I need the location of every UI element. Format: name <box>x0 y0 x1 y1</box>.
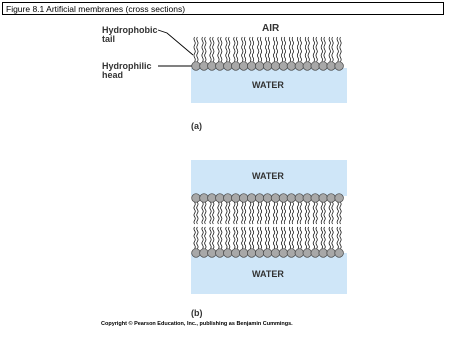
lipid-head-a <box>224 62 233 71</box>
lipid-tail-b-lower <box>234 227 235 249</box>
lipid-head-a <box>327 62 336 71</box>
lipid-tail-b-upper <box>266 202 267 224</box>
lipid-head-a <box>279 62 288 71</box>
lipid-tail-b-upper <box>226 202 227 224</box>
lipid-tail-b-lower <box>316 227 317 249</box>
lipid-tail-b-upper <box>292 202 293 224</box>
lipid-tail-b-lower <box>268 227 269 249</box>
lipid-tails-bilayer <box>194 202 341 248</box>
lipid-tail-a <box>297 37 298 62</box>
lipid-head-a <box>231 62 240 71</box>
lipid-tail-a <box>337 37 338 62</box>
lipid-tail-a <box>313 37 314 62</box>
lipid-head-b-upper <box>200 194 209 203</box>
lipid-tail-b-lower <box>281 227 282 249</box>
lipid-head-b-lower <box>255 249 264 258</box>
lipid-tail-a <box>252 37 253 62</box>
lipid-tail-a <box>292 37 293 62</box>
lipid-tail-b-lower <box>276 227 277 249</box>
lipid-tail-b-upper <box>300 202 301 224</box>
lipid-tail-a <box>300 37 301 62</box>
lipid-head-b-lower <box>239 249 248 258</box>
figure-caption: Figure 8.1 Artificial membranes (cross sections) <box>2 2 444 15</box>
lipid-tail-b-upper <box>237 202 238 224</box>
lipid-head-a <box>192 62 201 71</box>
panel-b <box>191 160 347 318</box>
lipid-tail-b-upper <box>340 202 341 224</box>
lipid-tail-b-upper <box>197 202 198 224</box>
lipid-tail-b-lower <box>337 227 338 249</box>
lipid-tail-a <box>218 37 219 62</box>
lipid-tail-b-upper <box>273 202 274 224</box>
lipid-head-a <box>303 62 312 71</box>
lipid-head-b-lower <box>327 249 336 258</box>
lipid-tail-a <box>276 37 277 62</box>
lipid-head-b-lower <box>263 249 272 258</box>
lipid-tail-b-upper <box>324 202 325 224</box>
lipid-head-b-upper <box>271 194 280 203</box>
lipid-tail-b-upper <box>313 202 314 224</box>
lipid-head-a <box>263 62 272 71</box>
lipid-tail-b-lower <box>213 227 214 249</box>
lipid-tail-b-lower <box>340 227 341 249</box>
lipid-tail-a <box>329 37 330 62</box>
air-label: AIR <box>262 23 280 34</box>
lipid-head-a <box>208 62 217 71</box>
water-label-b-top: WATER <box>252 171 284 181</box>
lipid-head-b-upper <box>255 194 264 203</box>
lipid-head-a <box>247 62 256 71</box>
lipid-tail-b-upper <box>332 202 333 224</box>
lipid-tail-b-upper <box>205 202 206 224</box>
lipid-tail-a <box>258 37 259 62</box>
lipid-tail-a <box>210 37 211 62</box>
lipid-tail-b-upper <box>218 202 219 224</box>
lipid-tail-b-upper <box>242 202 243 224</box>
lipid-tail-b-upper <box>297 202 298 224</box>
lipid-tail-b-lower <box>305 227 306 249</box>
lipid-tail-a <box>268 37 269 62</box>
lipid-head-b-lower <box>247 249 256 258</box>
water-label-b-bottom: WATER <box>252 269 284 279</box>
lipid-tail-a <box>197 37 198 62</box>
lipid-tail-b-lower <box>244 227 245 249</box>
lipid-tail-b-upper <box>305 202 306 224</box>
lipid-tail-b-lower <box>221 227 222 249</box>
lipid-tail-b-lower <box>242 227 243 249</box>
lipid-tail-b-lower <box>313 227 314 249</box>
lipid-tail-a <box>242 37 243 62</box>
lipid-heads-top-monolayer <box>192 62 344 71</box>
lipid-head-b-upper <box>239 194 248 203</box>
lipid-head-b-upper <box>295 194 304 203</box>
lipid-tail-b-lower <box>252 227 253 249</box>
lipid-head-b-upper <box>311 194 320 203</box>
lipid-tail-b-upper <box>321 202 322 224</box>
lipid-tail-a <box>213 37 214 62</box>
lipid-tail-a <box>266 37 267 62</box>
panel-a <box>102 23 347 131</box>
lipid-tail-b-lower <box>266 227 267 249</box>
lipid-head-b-upper <box>224 194 233 203</box>
lipid-tail-a <box>202 37 203 62</box>
lipid-tail-b-upper <box>213 202 214 224</box>
lipid-tail-a <box>321 37 322 62</box>
lipid-tail-b-lower <box>308 227 309 249</box>
lipid-head-b-lower <box>271 249 280 258</box>
lipid-tail-a <box>305 37 306 62</box>
lipid-tail-b-upper <box>202 202 203 224</box>
lipid-tail-a <box>194 37 195 62</box>
lipid-tail-b-upper <box>276 202 277 224</box>
lipid-tail-b-upper <box>329 202 330 224</box>
lipid-tail-a <box>221 37 222 62</box>
lipid-tail-b-upper <box>221 202 222 224</box>
lipid-tail-b-upper <box>250 202 251 224</box>
lipid-head-a <box>335 62 344 71</box>
lipid-tail-a <box>332 37 333 62</box>
lipid-tail-a <box>281 37 282 62</box>
lipid-tail-a <box>237 37 238 62</box>
lipid-tail-b-upper <box>234 202 235 224</box>
lipid-head-b-upper <box>192 194 201 203</box>
lipid-tail-b-upper <box>244 202 245 224</box>
lipid-head-a <box>295 62 304 71</box>
lipid-tail-a <box>316 37 317 62</box>
lipid-tail-b-upper <box>337 202 338 224</box>
lipid-tail-b-upper <box>284 202 285 224</box>
lipid-tail-a <box>284 37 285 62</box>
lipid-tail-b-lower <box>273 227 274 249</box>
lipid-tail-b-upper <box>258 202 259 224</box>
lipid-head-b-lower <box>279 249 288 258</box>
lipid-head-a <box>319 62 328 71</box>
lipid-tail-a <box>250 37 251 62</box>
lipid-tail-a <box>289 37 290 62</box>
lipid-tail-b-upper <box>316 202 317 224</box>
lipid-tail-b-lower <box>229 227 230 249</box>
lipid-tail-b-lower <box>321 227 322 249</box>
lipid-tail-a <box>340 37 341 62</box>
lipid-tail-b-upper <box>260 202 261 224</box>
lipid-head-b-upper <box>247 194 256 203</box>
lipid-tail-a <box>260 37 261 62</box>
lipid-head-a <box>271 62 280 71</box>
lipid-head-a <box>287 62 296 71</box>
lipid-head-b-lower <box>287 249 296 258</box>
lipid-tail-b-upper <box>210 202 211 224</box>
lipid-tail-b-upper <box>308 202 309 224</box>
lipid-tail-b-lower <box>292 227 293 249</box>
lipid-tail-a <box>273 37 274 62</box>
lipid-tail-b-lower <box>284 227 285 249</box>
lipid-tails-top-monolayer <box>194 37 341 62</box>
lipid-head-b-lower <box>311 249 320 258</box>
lipid-head-b-upper <box>216 194 225 203</box>
lipid-tail-b-lower <box>260 227 261 249</box>
lipid-tail-b-lower <box>210 227 211 249</box>
lipid-tail-a <box>324 37 325 62</box>
hydrophilic-head-label: Hydrophilic head <box>102 61 152 80</box>
lipid-tail-b-upper <box>281 202 282 224</box>
lipid-head-b-lower <box>335 249 344 258</box>
lipid-tail-a <box>226 37 227 62</box>
lipid-tail-b-upper <box>194 202 195 224</box>
lipid-head-b-upper <box>279 194 288 203</box>
lipid-heads-bilayer <box>192 194 344 258</box>
lipid-head-b-lower <box>224 249 233 258</box>
lipid-head-b-lower <box>208 249 217 258</box>
copyright-notice: Copyright © Pearson Education, Inc., publishing as Benjamin Cummings. <box>101 321 293 327</box>
lipid-tail-b-upper <box>268 202 269 224</box>
panel-label-b: (b) <box>191 308 203 318</box>
lipid-tail-b-lower <box>218 227 219 249</box>
lipid-head-a <box>311 62 320 71</box>
lipid-head-b-upper <box>303 194 312 203</box>
lipid-head-b-upper <box>327 194 336 203</box>
lipid-head-b-lower <box>192 249 201 258</box>
lipid-head-b-lower <box>303 249 312 258</box>
lipid-tail-b-lower <box>205 227 206 249</box>
lipid-tail-a <box>229 37 230 62</box>
lipid-head-a <box>255 62 264 71</box>
lipid-tail-a <box>244 37 245 62</box>
water-label-a: WATER <box>252 80 284 90</box>
lipid-head-b-lower <box>200 249 209 258</box>
tail-pointer-line <box>158 30 193 55</box>
lipid-tail-b-upper <box>229 202 230 224</box>
lipid-head-b-upper <box>263 194 272 203</box>
lipid-tail-b-lower <box>197 227 198 249</box>
lipid-tail-b-lower <box>237 227 238 249</box>
lipid-head-a <box>200 62 209 71</box>
lipid-tail-b-lower <box>329 227 330 249</box>
lipid-head-b-lower <box>295 249 304 258</box>
lipid-tail-b-lower <box>258 227 259 249</box>
hydrophobic-tail-label: Hydrophobic tail <box>102 25 158 44</box>
lipid-tail-a <box>308 37 309 62</box>
lipid-head-b-upper <box>231 194 240 203</box>
lipid-tail-b-upper <box>252 202 253 224</box>
panel-label-a: (a) <box>191 121 202 131</box>
lipid-tail-a <box>205 37 206 62</box>
lipid-head-b-upper <box>287 194 296 203</box>
lipid-tail-b-lower <box>194 227 195 249</box>
lipid-tail-b-lower <box>289 227 290 249</box>
lipid-tail-b-lower <box>324 227 325 249</box>
lipid-tail-b-lower <box>332 227 333 249</box>
lipid-tail-b-lower <box>297 227 298 249</box>
lipid-tail-b-lower <box>300 227 301 249</box>
lipid-tail-b-upper <box>289 202 290 224</box>
lipid-tail-b-lower <box>226 227 227 249</box>
lipid-head-b-upper <box>335 194 344 203</box>
lipid-tail-b-lower <box>202 227 203 249</box>
lipid-head-b-upper <box>319 194 328 203</box>
lipid-head-b-upper <box>208 194 217 203</box>
lipid-head-a <box>216 62 225 71</box>
lipid-head-b-lower <box>216 249 225 258</box>
lipid-tail-a <box>234 37 235 62</box>
lipid-head-b-lower <box>231 249 240 258</box>
lipid-head-a <box>239 62 248 71</box>
lipid-head-b-lower <box>319 249 328 258</box>
lipid-tail-b-lower <box>250 227 251 249</box>
